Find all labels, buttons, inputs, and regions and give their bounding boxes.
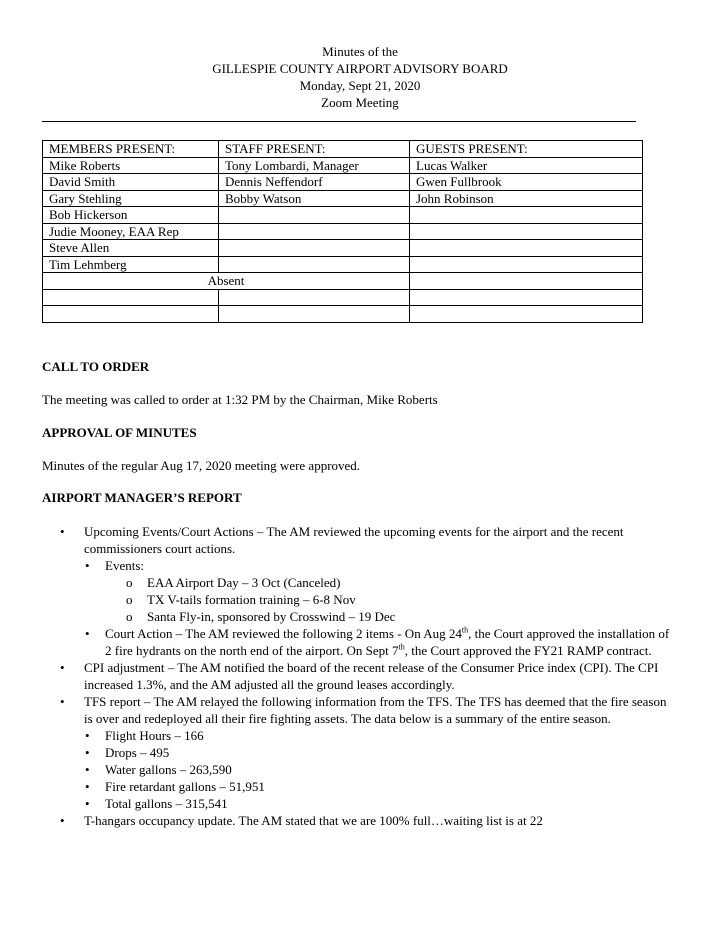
events-label: Events: [105, 558, 144, 573]
bullet-icon: • [60, 660, 65, 675]
member-cell: Judie Mooney, EAA Rep [43, 223, 219, 240]
list-item [42, 591, 678, 608]
empty-cell [410, 256, 643, 273]
member-cell: Tim Lehmberg [43, 256, 219, 273]
members-header: MEMBERS PRESENT: [43, 141, 219, 158]
empty-cell [219, 289, 410, 306]
circle-bullet-icon: o [126, 592, 133, 607]
list-item [42, 693, 678, 727]
table-row [43, 223, 643, 240]
manager-report-heading: AIRPORT MANAGER’S REPORT [42, 490, 242, 505]
empty-cell [219, 306, 410, 323]
manager-report-list [42, 523, 678, 829]
cpi-text: CPI adjustment – The AM notified the board of the recent release of the Consumer Price index (CPI). The CPI increased 1.3%, and the AM adjusted all the ground leases accordingly. [84, 660, 659, 692]
bullet-icon: • [85, 745, 90, 760]
empty-cell [410, 207, 643, 224]
empty-cell [43, 306, 219, 323]
empty-cell [219, 240, 410, 257]
guest-cell: Gwen Fullbrook [410, 174, 643, 191]
guests-header: GUESTS PRESENT: [410, 141, 643, 158]
bullet-icon: • [85, 779, 90, 794]
member-cell: Gary Stehling [43, 190, 219, 207]
list-item [42, 523, 678, 557]
approval-text: Minutes of the regular Aug 17, 2020 meeting were approved. [42, 458, 361, 473]
staff-header: STAFF PRESENT: [219, 141, 410, 158]
list-item [42, 659, 678, 693]
tfs-text: TFS report – The AM relayed the following information from the TFS. The TFS has deemed that the fire season is over and redeployed all their fire fighting assets. The data below is a summary of the entire season. [84, 694, 667, 726]
list-item [42, 795, 678, 812]
list-item [42, 778, 678, 795]
empty-cell [410, 289, 643, 306]
bullet-icon: • [85, 796, 90, 811]
approval-heading: APPROVAL OF MINUTES [42, 425, 197, 440]
list-item [42, 727, 678, 744]
list-item [42, 761, 678, 778]
list-item [42, 557, 678, 574]
bullet-icon: • [85, 558, 90, 573]
list-item [42, 608, 678, 625]
circle-bullet-icon: o [126, 575, 133, 590]
court-action-text: Court Action – The AM reviewed the following 2 items - On Aug 24th, the Court approved the installation of 2 fire hydrants on the north end of the airport. On Sept 7th, the Court approved the FY21 RAMP contract. [105, 625, 670, 658]
empty-cell [43, 289, 219, 306]
upcoming-events-text: Upcoming Events/Court Actions – The AM reviewed the upcoming events for the airport and the recent commissioners court actions. [84, 524, 624, 556]
list-item [42, 812, 678, 829]
staff-cell: Bobby Watson [219, 190, 410, 207]
empty-cell [410, 273, 643, 290]
table-row [43, 306, 643, 323]
event-text: Santa Fly-in, sponsored by Crosswind – 19 Dec [147, 609, 396, 624]
header-rule [42, 121, 636, 122]
call-to-order-text: The meeting was called to order at 1:32 PM by the Chairman, Mike Roberts [42, 392, 438, 407]
doc-title-board: GILLESPIE COUNTY AIRPORT ADVISORY BOARD [212, 61, 508, 76]
list-item [42, 574, 678, 591]
event-text: TX V-tails formation training – 6-8 Nov [147, 592, 356, 607]
table-row [43, 174, 643, 191]
tfs-stat: Water gallons – 263,590 [105, 762, 232, 777]
bullet-icon: • [60, 813, 65, 828]
empty-cell [410, 240, 643, 257]
guest-cell: Lucas Walker [410, 157, 643, 174]
circle-bullet-icon: o [126, 609, 133, 624]
absent-label: Absent [43, 273, 410, 290]
bullet-icon: • [85, 762, 90, 777]
table-row [43, 157, 643, 174]
empty-cell [410, 306, 643, 323]
bullet-icon: • [60, 694, 65, 709]
tfs-stat: Flight Hours – 166 [105, 728, 204, 743]
member-cell: David Smith [43, 174, 219, 191]
table-row [43, 289, 643, 306]
tfs-stat: Drops – 495 [105, 745, 170, 760]
table-header-row [43, 141, 643, 158]
doc-title-venue: Zoom Meeting [321, 95, 399, 110]
empty-cell [219, 223, 410, 240]
doc-title-date: Monday, Sept 21, 2020 [299, 78, 421, 93]
member-cell: Bob Hickerson [43, 207, 219, 224]
doc-title-line1: Minutes of the [322, 44, 398, 59]
table-row [43, 240, 643, 257]
t-hangars-text: T-hangars occupancy update. The AM stated that we are 100% full…waiting list is at 22 [84, 813, 543, 828]
bullet-icon: • [85, 626, 90, 641]
empty-cell [219, 207, 410, 224]
empty-cell [219, 256, 410, 273]
member-cell: Mike Roberts [43, 157, 219, 174]
event-text: EAA Airport Day – 3 Oct (Canceled) [147, 575, 341, 590]
table-row [43, 190, 643, 207]
bullet-icon: • [60, 524, 65, 539]
bullet-icon: • [85, 728, 90, 743]
tfs-stat: Total gallons – 315,541 [105, 796, 228, 811]
table-row [43, 256, 643, 273]
list-item [42, 625, 678, 659]
staff-cell: Tony Lombardi, Manager [219, 157, 410, 174]
guest-cell: John Robinson [410, 190, 643, 207]
list-item [42, 744, 678, 761]
empty-cell [410, 223, 643, 240]
staff-cell: Dennis Neffendorf [219, 174, 410, 191]
attendance-table [42, 140, 643, 323]
member-cell: Steve Allen [43, 240, 219, 257]
absent-row [43, 273, 643, 290]
table-row [43, 207, 643, 224]
call-to-order-heading: CALL TO ORDER [42, 359, 150, 374]
tfs-stat: Fire retardant gallons – 51,951 [105, 779, 265, 794]
